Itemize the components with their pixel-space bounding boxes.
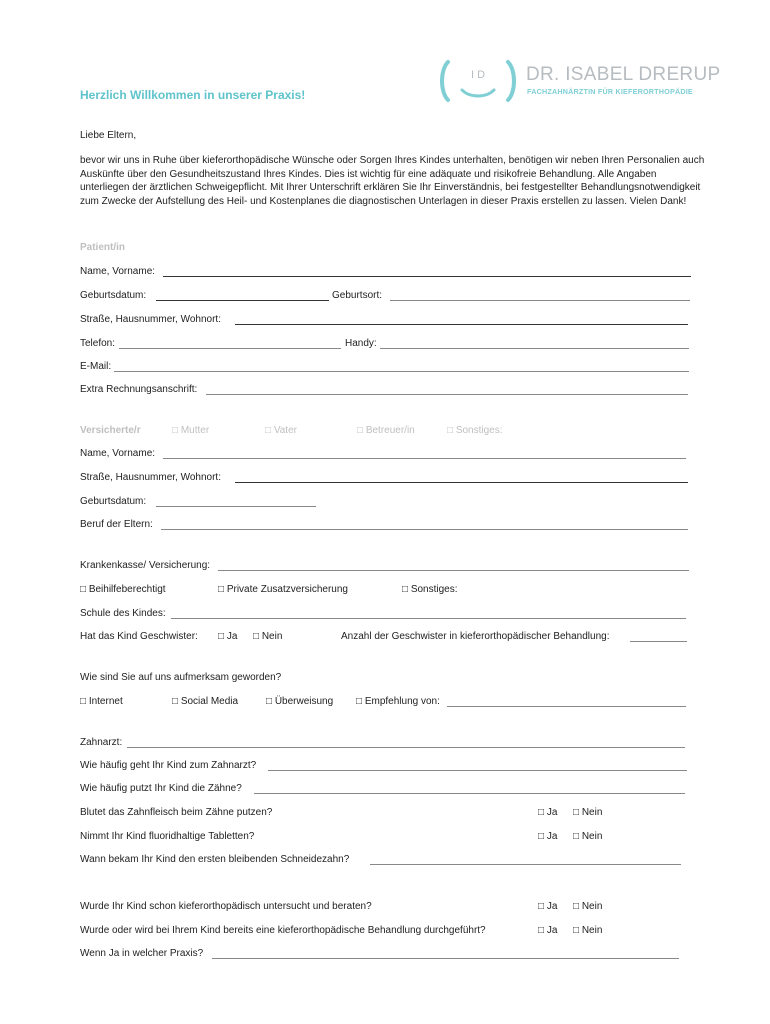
gum-bleeding-no-checkbox[interactable]: □ Nein [573, 807, 603, 818]
insured-street-label: Straße, Hausnummer, Wohnort: [80, 472, 221, 483]
ortho-examined-yes-checkbox[interactable]: □ Ja [538, 901, 558, 912]
dentist-field[interactable] [127, 747, 685, 748]
patient-street-field[interactable] [235, 324, 688, 325]
gum-bleeding-yes-checkbox[interactable]: □ Ja [538, 807, 558, 818]
insured-birthdate-field[interactable] [156, 506, 316, 507]
siblings-count-label: Anzahl der Geschwister in kieferorthopädischer Behandlung: [341, 631, 610, 642]
referral-option-transfer[interactable]: □ Überweisung [266, 696, 334, 707]
insured-option-other[interactable]: □ Sonstiges: [447, 425, 503, 436]
which-practice-field[interactable] [212, 958, 679, 959]
patient-name-label: Name, Vorname: [80, 266, 156, 277]
patient-mobile-field[interactable] [380, 348, 689, 349]
referral-option-social-media[interactable]: □ Social Media [172, 696, 239, 707]
practice-logo-mark [438, 58, 518, 104]
patient-billing-label: Extra Rechnungsanschrift: [80, 384, 198, 395]
insurance-label: Krankenkasse/ Versicherung: [80, 560, 211, 571]
patient-phone-field[interactable] [119, 348, 341, 349]
incisor-field[interactable] [370, 864, 681, 865]
insurance-option-beihilfe[interactable]: □ Beihilfeberechtigt [80, 584, 166, 595]
insured-birthdate-label: Geburtsdatum: [80, 496, 147, 507]
insured-name-field[interactable] [163, 458, 686, 459]
insured-option-mother[interactable]: □ Mutter [172, 425, 210, 436]
brush-frequency-field[interactable] [254, 793, 685, 794]
practice-subtitle: FACHZAHNÄRZTIN FÜR KIEFERORTHOPÄDIE [527, 87, 693, 96]
fluoride-no-checkbox[interactable]: □ Nein [573, 831, 603, 842]
insured-street-field[interactable] [235, 482, 688, 483]
parents-profession-label: Beruf der Eltern: [80, 519, 153, 530]
patient-billing-field[interactable] [206, 394, 688, 395]
patient-email-label: E-Mail: [80, 361, 112, 372]
referral-question: Wie sind Sie auf uns aufmerksam geworden? [80, 672, 282, 683]
insured-name-label: Name, Vorname: [80, 448, 156, 459]
ortho-treated-yes-checkbox[interactable]: □ Ja [538, 925, 558, 936]
insurance-option-private[interactable]: □ Private Zusatzversicherung [218, 584, 348, 595]
welcome-heading: Herzlich Willkommen in unserer Praxis! [80, 88, 306, 102]
svg-text:I D: I D [470, 69, 486, 81]
ortho-treated-question: Wurde oder wird bei Ihrem Kind bereits eine kieferorthopädische Behandlung durchgeführt? [80, 925, 486, 936]
school-field[interactable] [171, 618, 686, 619]
insured-option-father[interactable]: □ Vater [265, 425, 297, 436]
fluoride-yes-checkbox[interactable]: □ Ja [538, 831, 558, 842]
patient-name-field[interactable] [163, 276, 691, 277]
patient-birthdate-field[interactable] [156, 300, 329, 301]
insurance-option-other[interactable]: □ Sonstiges: [402, 584, 458, 595]
patient-heading: Patient/in [80, 242, 126, 253]
referral-option-internet[interactable]: □ Internet [80, 696, 123, 707]
practice-name: DR. ISABEL DRERUP [526, 64, 721, 85]
parents-profession-field[interactable] [161, 529, 688, 530]
visit-frequency-label: Wie häufig geht Ihr Kind zum Zahnarzt? [80, 760, 257, 771]
intro-text: bevor wir uns in Ruhe über kieferorthopädische Wünsche oder Sorgen Ihres Kindes unterhalten, benötigen wir neben Ihren Personalien auch Auskünfte über den Gesundheitszustand Ihres Kindes. Dies ist wichtig für eine adäquate und risikofreie Behandlung. Alle Angaben unterliegen der ärztlichen Schweigepflicht. Mit Ihrer Unterschrift erklären Sie Ihr Einverständnis, bei festgestellter Behandlungsnotwendigkeit zum Zwecke der Aufstellung des Heil- und Kostenplanes die diagnostischen Unterlagen in dieser Praxis erstellen zu lassen. Vielen Dank! [80, 155, 705, 207]
ortho-treated-no-checkbox[interactable]: □ Nein [573, 925, 603, 936]
dentist-label: Zahnarzt: [80, 737, 123, 748]
siblings-yes-checkbox[interactable]: □ Ja [218, 631, 238, 642]
insured-option-guardian[interactable]: □ Betreuer/in [357, 425, 415, 436]
referral-option-recommendation[interactable]: □ Empfehlung von: [356, 696, 440, 707]
siblings-question: Hat das Kind Geschwister: [80, 631, 198, 642]
incisor-question: Wann bekam Ihr Kind den ersten bleibenden Schneidezahn? [80, 854, 350, 865]
insured-heading: Versicherte/r [80, 425, 141, 436]
patient-phone-label: Telefon: [80, 338, 116, 349]
gum-bleeding-question: Blutet das Zahnfleisch beim Zähne putzen? [80, 807, 273, 818]
patient-birthdate-label: Geburtsdatum: [80, 290, 147, 301]
patient-birthplace-label: Geburtsort: [332, 290, 383, 301]
fluoride-question: Nimmt Ihr Kind fluoridhaltige Tabletten? [80, 831, 255, 842]
siblings-no-checkbox[interactable]: □ Nein [253, 631, 283, 642]
patient-street-label: Straße, Hausnummer, Wohnort: [80, 314, 221, 325]
ortho-examined-no-checkbox[interactable]: □ Nein [573, 901, 603, 912]
patient-email-field[interactable] [114, 371, 689, 372]
greeting: Liebe Eltern, [80, 130, 137, 141]
siblings-count-field[interactable] [630, 641, 687, 642]
which-practice-label: Wenn Ja in welcher Praxis? [80, 948, 204, 959]
ortho-examined-question: Wurde Ihr Kind schon kieferorthopädisch untersucht und beraten? [80, 901, 372, 912]
patient-birthplace-field[interactable] [390, 300, 690, 301]
patient-mobile-label: Handy: [345, 338, 377, 349]
brush-frequency-label: Wie häufig putzt Ihr Kind die Zähne? [80, 783, 242, 794]
school-label: Schule des Kindes: [80, 608, 166, 619]
referral-recommendation-field[interactable] [447, 706, 686, 707]
insurance-field[interactable] [218, 570, 689, 571]
visit-frequency-field[interactable] [268, 770, 687, 771]
